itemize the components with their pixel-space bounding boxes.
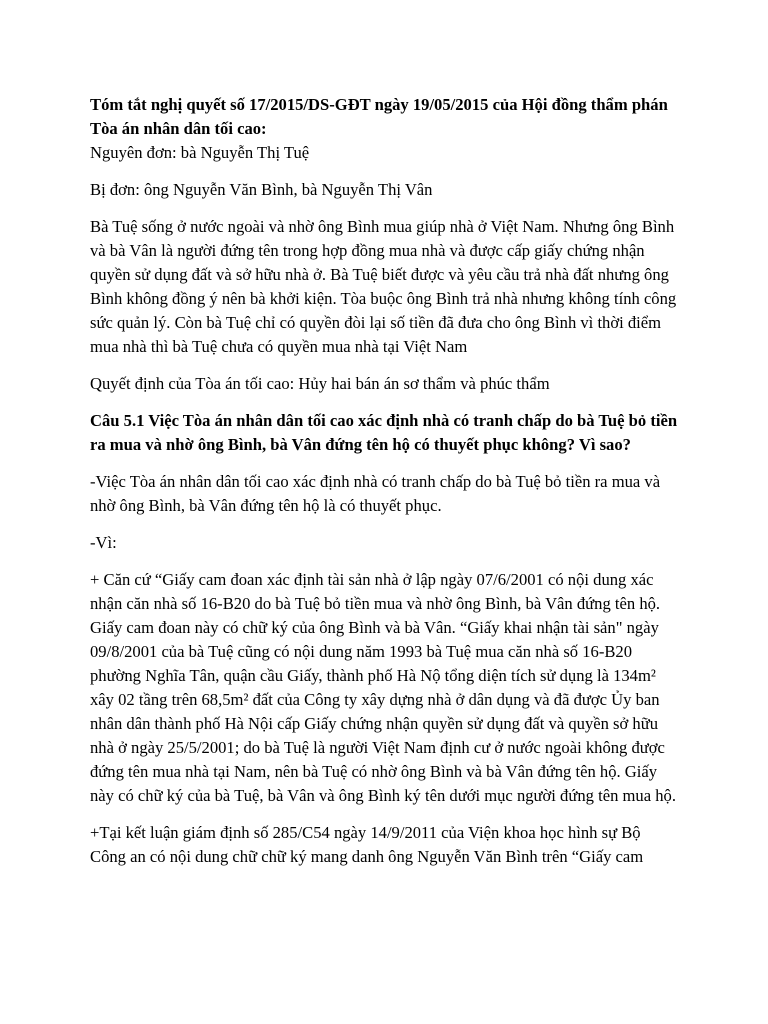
court-decision-line: Quyết định của Tòa án tối cao: Hủy hai bán án sơ thẩm và phúc thẩm: [90, 374, 550, 393]
defendant-line: Bị đơn: ông Nguyễn Văn Bình, bà Nguyễn Thị Vân: [90, 180, 433, 199]
document-title: Tóm tắt nghị quyết số 17/2015/DS-GĐT ngày 19/05/2015 của Hội đồng thẩm phán Tòa án nhân dân tối cao:: [90, 95, 668, 138]
plaintiff-line: Nguyên đơn: bà Nguyễn Thị Tuệ: [90, 143, 310, 162]
reason-paragraph-2: +Tại kết luận giám định số 285/C54 ngày 14/9/2011 của Viện khoa học hình sự Bộ Công an có nội dung chữ chữ ký mang danh ông Nguyễn Văn Bình trên “Giấy cam: [90, 823, 644, 866]
reason-label: -Vì:: [90, 533, 117, 552]
reason-paragraph-1: + Căn cứ “Giấy cam đoan xác định tài sản nhà ở lập ngày 07/6/2001 có nội dung xác nhận căn nhà số 16-B20 do bà Tuệ bỏ tiền mua và nhờ ông Bình, bà Vân đứng tên hộ. Giấy cam đoan này có chữ ký của ông Bình và bà Vân. “Giấy khai nhận tài sản" ngày 09/8/2001 của bà Tuệ cũng có nội dung năm 1993 bà Tuệ mua căn nhà số 16-B20 phường Nghĩa Tân, quận cầu Giấy, thành phố Hà Nộ tổng diện tích sử dụng là 134m² xây 02 tầng trên 68,5m² đất của Công ty xây dựng nhà ở dân dụng và đã được Ủy ban nhân dân thành phố Hà Nội cấp Giấy chứng nhận quyền sử dụng đất và quyền sở hữu nhà ở ngày 25/5/2001; do bà Tuệ là người Việt Nam định cư ở nước ngoài không được đứng tên mua nhà tại Nam, nên bà Tuệ có nhờ ông Bình và bà Vân đứng tên hộ. Giấy này có chữ ký của bà Tuệ, bà Vân và ông Bình ký tên dưới mục người đứng tên mua hộ.: [90, 570, 676, 805]
document-body: [90, 93, 680, 882]
answer-paragraph: -Việc Tòa án nhân dân tối cao xác định nhà có tranh chấp do bà Tuệ bỏ tiền ra mua và nhờ ông Bình, bà Vân đứng tên hộ là có thuyết phục.: [90, 472, 661, 515]
case-summary-paragraph: Bà Tuệ sống ở nước ngoài và nhờ ông Bình mua giúp nhà ở Việt Nam. Nhưng ông Bình và bà Vân là người đứng tên trong hợp đồng mua nhà và được cấp giấy chứng nhận quyền sử dụng đất và sở hữu nhà ở. Bà Tuệ biết được và yêu cầu trả nhà đất nhưng ông Bình không đồng ý nên bà khởi kiện. Tòa buộc ông Bình trả nhà nhưng không tính công sức quản lý. Còn bà Tuệ chỉ có quyền đòi lại số tiền đã đưa cho ông Bình vì thời điểm mua nhà thì bà Tuệ chưa có quyền mua nhà tại Việt Nam: [90, 217, 677, 356]
question-heading: Câu 5.1 Việc Tòa án nhân dân tối cao xác định nhà có tranh chấp do bà Tuệ bỏ tiền ra mua và nhờ ông Bình, bà Vân đứng tên hộ có thuyết phục không? Vì sao?: [90, 411, 678, 454]
